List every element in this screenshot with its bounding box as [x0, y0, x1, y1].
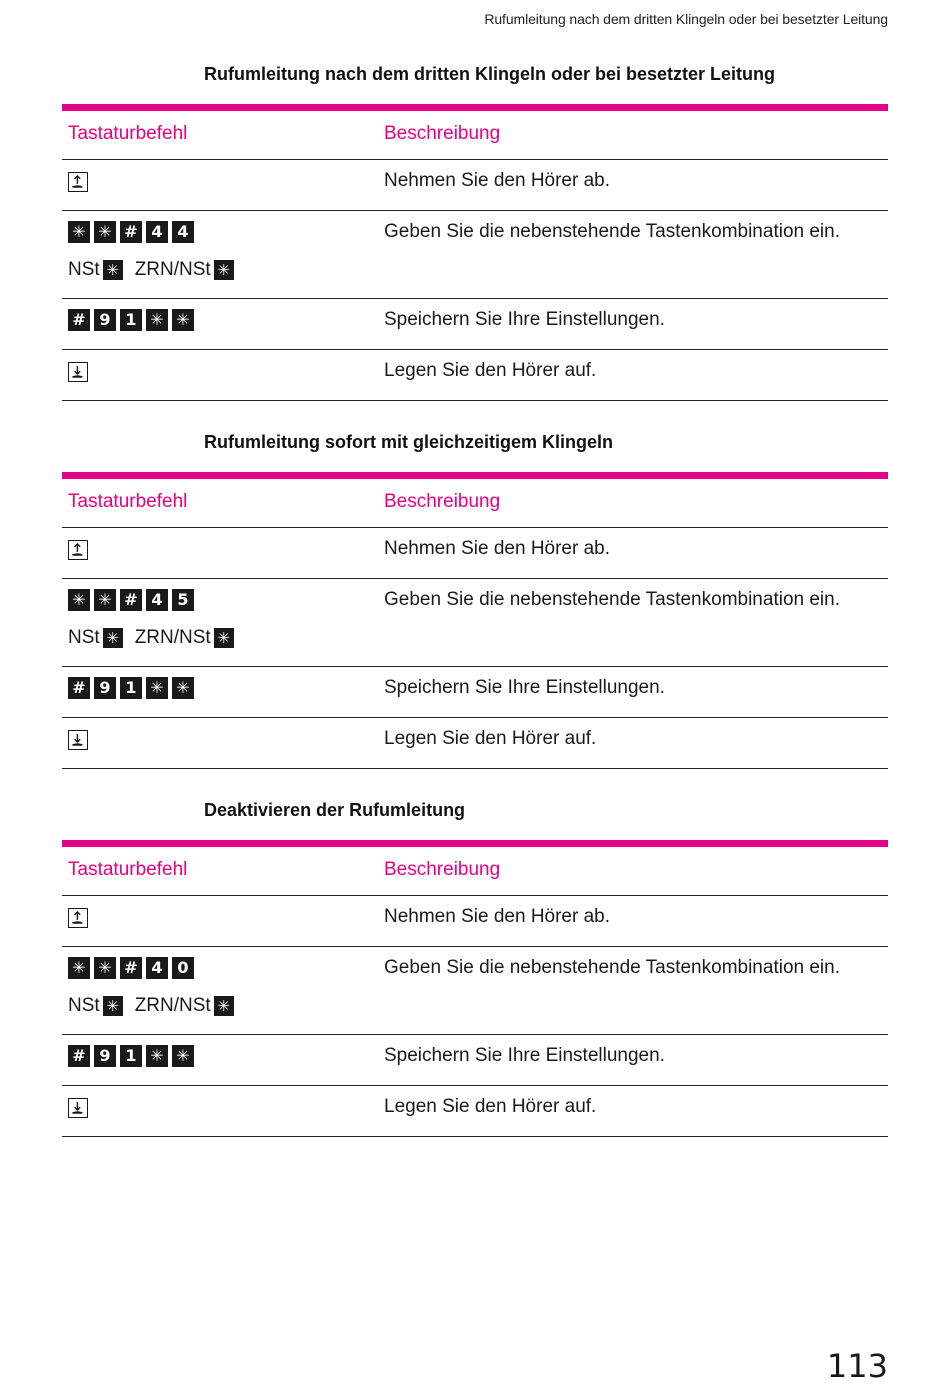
key-button: 4	[172, 221, 194, 243]
key-button: #	[68, 677, 90, 699]
command-table	[62, 472, 888, 769]
keyboard-command-cell	[68, 360, 88, 382]
key-button: 1	[120, 309, 142, 331]
command-table	[62, 840, 888, 1137]
zrn-nst-label: ZRN/NSt	[134, 995, 211, 1016]
star-key: ✳	[214, 628, 234, 648]
table-row	[62, 528, 888, 579]
key-button: 4	[146, 957, 168, 979]
description-cell: Nehmen Sie den Hörer ab.	[384, 906, 611, 927]
key-button: ✳	[172, 309, 194, 331]
section-title: Rufumleitung nach dem dritten Klingeln oder bei besetzter Leitung	[204, 64, 776, 84]
key-button: 1	[120, 677, 142, 699]
keyboard-command-cell	[68, 309, 194, 331]
key-sequence	[68, 309, 194, 331]
nst-label: NSt	[68, 259, 100, 280]
key-button: 9	[94, 309, 116, 331]
key-button: ✳	[68, 957, 90, 979]
table-row	[62, 667, 888, 718]
nst-line	[68, 259, 234, 281]
keyboard-command-cell	[68, 538, 88, 560]
table-accent-bar	[62, 840, 888, 847]
star-key: ✳	[103, 260, 123, 280]
key-button: ✳	[68, 589, 90, 611]
table-row	[62, 718, 888, 769]
key-button: ✳	[94, 589, 116, 611]
header-keyboard-command: Tastaturbefehl	[68, 123, 188, 144]
table-row	[62, 211, 888, 299]
keyboard-command-cell	[68, 677, 194, 699]
keyboard-command-cell	[68, 728, 88, 750]
key-button: ✳	[68, 221, 90, 243]
key-button: #	[120, 957, 142, 979]
key-sequence	[68, 589, 234, 611]
description-cell: Speichern Sie Ihre Einstellungen.	[384, 309, 665, 330]
key-button: #	[68, 1045, 90, 1067]
key-sequence	[68, 1045, 194, 1067]
table-header-row	[62, 111, 888, 160]
key-button: 9	[94, 677, 116, 699]
key-button: ✳	[146, 677, 168, 699]
header-description: Beschreibung	[384, 123, 501, 144]
key-button: 4	[146, 221, 168, 243]
table-row	[62, 1086, 888, 1137]
command-table	[62, 104, 888, 401]
description-cell: Speichern Sie Ihre Einstellungen.	[384, 1045, 665, 1066]
star-key: ✳	[214, 260, 234, 280]
key-button: 9	[94, 1045, 116, 1067]
key-button: 4	[146, 589, 168, 611]
key-button: #	[120, 589, 142, 611]
key-sequence	[68, 957, 234, 979]
keyboard-command-cell	[68, 589, 234, 649]
section-title: Rufumleitung sofort mit gleichzeitigem Klingeln	[204, 432, 614, 452]
description-cell: Nehmen Sie den Hörer ab.	[384, 170, 611, 191]
nst-line	[68, 627, 234, 649]
keyboard-command-cell	[68, 1096, 88, 1118]
nst-label: NSt	[68, 995, 100, 1016]
table-row	[62, 160, 888, 211]
keyboard-command-cell	[68, 221, 234, 281]
header-description: Beschreibung	[384, 859, 501, 880]
handset-off-hook-icon	[68, 908, 88, 928]
table-header-row	[62, 479, 888, 528]
handset-on-hook-icon	[68, 730, 88, 750]
key-button: #	[68, 309, 90, 331]
keyboard-command-cell	[68, 170, 88, 192]
handset-on-hook-icon	[68, 1098, 88, 1118]
keyboard-command-cell	[68, 906, 88, 928]
table-row	[62, 299, 888, 350]
keyboard-command-cell	[68, 957, 234, 1017]
table-row	[62, 579, 888, 667]
header-keyboard-command: Tastaturbefehl	[68, 859, 188, 880]
key-button: #	[120, 221, 142, 243]
key-button: ✳	[146, 309, 168, 331]
key-button: 1	[120, 1045, 142, 1067]
table-header-row	[62, 847, 888, 896]
star-key: ✳	[103, 628, 123, 648]
table-row	[62, 1035, 888, 1086]
star-key: ✳	[103, 996, 123, 1016]
header-description: Beschreibung	[384, 491, 501, 512]
page-number: 113	[826, 1347, 888, 1385]
header-keyboard-command: Tastaturbefehl	[68, 491, 188, 512]
zrn-nst-label: ZRN/NSt	[134, 627, 211, 648]
handset-off-hook-icon	[68, 540, 88, 560]
section-title: Deaktivieren der Rufumleitung	[204, 800, 466, 820]
key-button: ✳	[94, 957, 116, 979]
key-button: ✳	[146, 1045, 168, 1067]
zrn-nst-label: ZRN/NSt	[134, 259, 211, 280]
key-button: ✳	[172, 677, 194, 699]
keyboard-command-cell	[68, 1045, 194, 1067]
description-cell: Legen Sie den Hörer auf.	[384, 1096, 597, 1117]
key-sequence	[68, 221, 234, 243]
table-accent-bar	[62, 472, 888, 479]
nst-line	[68, 995, 234, 1017]
key-sequence	[68, 677, 194, 699]
description-cell: Legen Sie den Hörer auf.	[384, 728, 597, 749]
description-cell: Geben Sie die nebenstehende Tastenkombination ein.	[384, 221, 840, 242]
description-cell: Geben Sie die nebenstehende Tastenkombination ein.	[384, 589, 840, 610]
table-accent-bar	[62, 104, 888, 111]
nst-label: NSt	[68, 627, 100, 648]
description-cell: Nehmen Sie den Hörer ab.	[384, 538, 611, 559]
table-row	[62, 350, 888, 401]
key-button: ✳	[172, 1045, 194, 1067]
handset-on-hook-icon	[68, 362, 88, 382]
star-key: ✳	[214, 996, 234, 1016]
table-row	[62, 947, 888, 1035]
handset-off-hook-icon	[68, 172, 88, 192]
table-row	[62, 896, 888, 947]
key-button: 0	[172, 957, 194, 979]
description-cell: Speichern Sie Ihre Einstellungen.	[384, 677, 665, 698]
description-cell: Geben Sie die nebenstehende Tastenkombination ein.	[384, 957, 840, 978]
key-button: 5	[172, 589, 194, 611]
running-header: Rufumleitung nach dem dritten Klingeln oder bei besetzter Leitung	[484, 11, 888, 27]
key-button: ✳	[94, 221, 116, 243]
description-cell: Legen Sie den Hörer auf.	[384, 360, 597, 381]
